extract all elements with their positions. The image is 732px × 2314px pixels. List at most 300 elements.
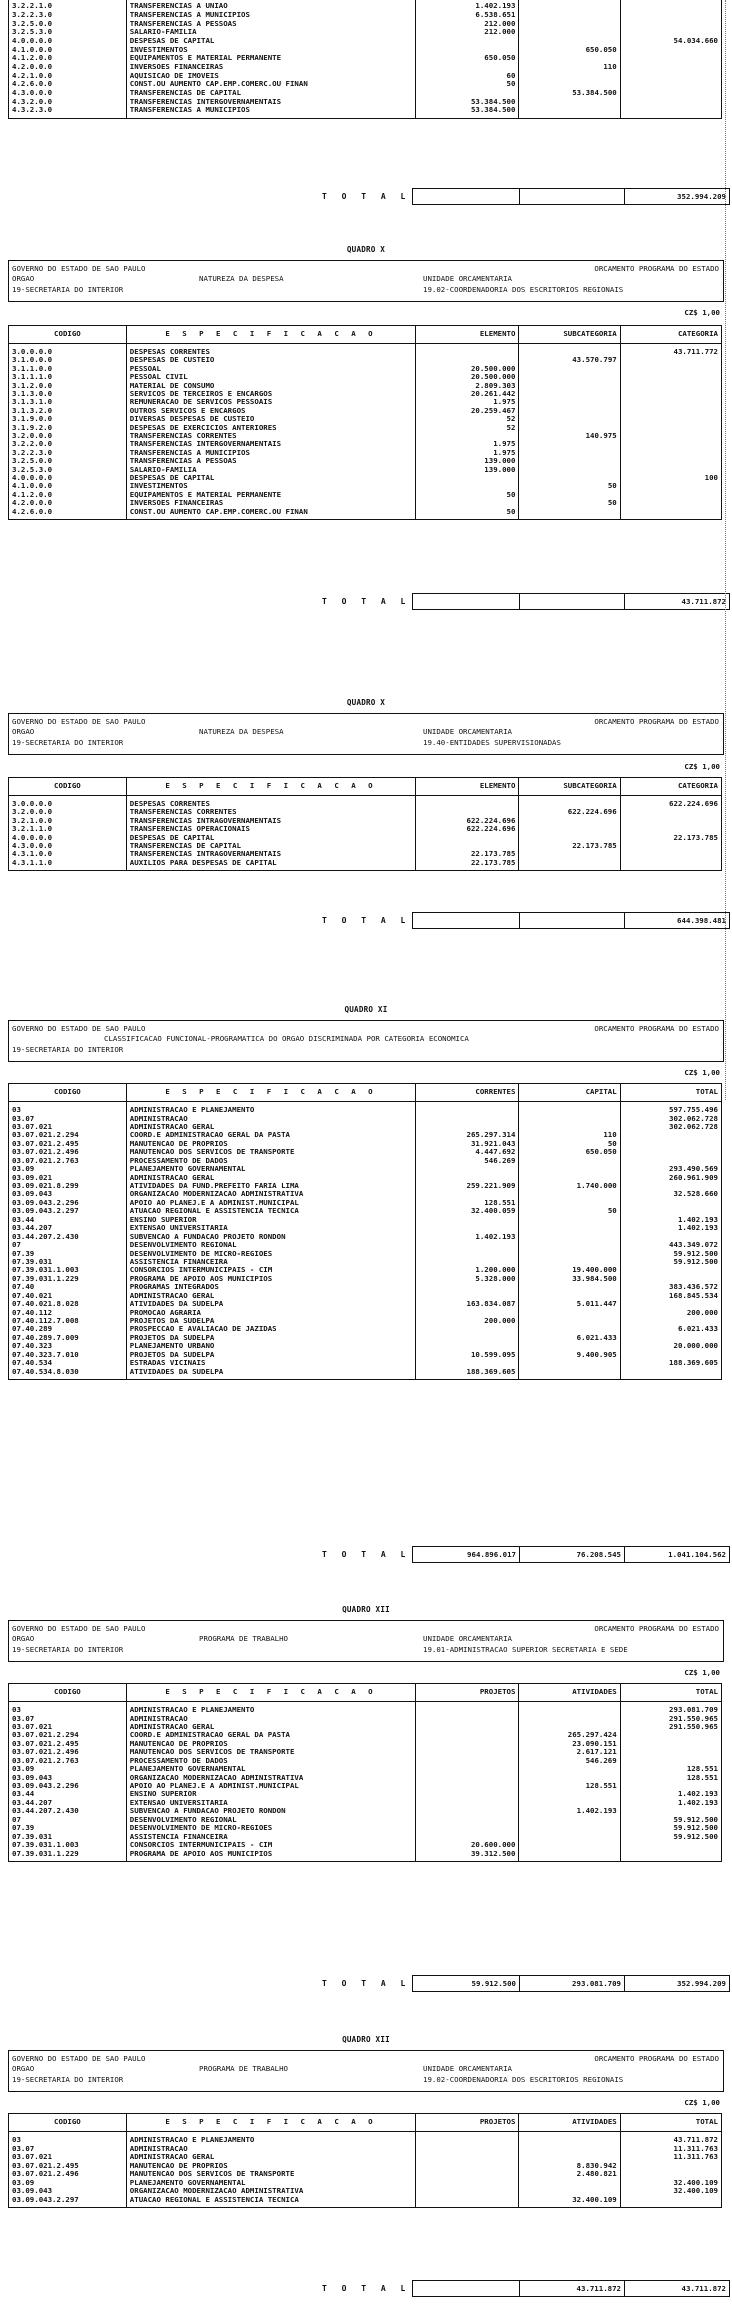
row-code: 03.44.207 (9, 1224, 127, 1232)
row-code: 03.07.021.2.496 (9, 1748, 127, 1756)
row-code: 03.07 (9, 2145, 127, 2154)
row-description: APOIO AO PLANEJ.E A ADMINIST.MUNICIPAL (126, 1782, 415, 1790)
row-code: 3.2.5.0.0 (9, 19, 127, 28)
column-header: CODIGO (9, 2114, 127, 2132)
row-value-3: 11.311.763 (620, 2153, 721, 2162)
row-value-1: 128.551 (416, 1199, 519, 1207)
row-value-2: 23.090.151 (519, 1740, 620, 1748)
row-code: 3.2.5.3.0 (9, 28, 127, 37)
row-description: SALARIO-FAMILIA (126, 28, 415, 37)
row-description: CONSORCIOS INTERMUNICIPAIS - CIM (126, 1266, 415, 1274)
table-row (9, 382, 722, 390)
row-value-1: 20.261.442 (416, 390, 519, 398)
table-row (9, 1309, 722, 1317)
row-value-2 (519, 407, 620, 415)
currency-unit: CZ$ 1,00 (684, 2098, 720, 2107)
total-table (412, 912, 730, 929)
row-code: 03.09.043 (9, 1190, 127, 1198)
row-description: APOIO AO PLANEJ.E A ADMINIST.MUNICIPAL (126, 1199, 415, 1207)
row-code: 3.2.2.3.0 (9, 11, 127, 20)
row-code: 03.09.043 (9, 2187, 127, 2196)
row-code: 03.09.043.2.297 (9, 1207, 127, 1215)
row-description: PESSOAL CIVIL (126, 373, 415, 381)
row-description: CONST.OU AUMENTO CAP.EMP.COMERC.OU FINAN (126, 80, 415, 89)
row-value-1 (416, 1731, 519, 1739)
row-value-1: 188.369.605 (416, 1368, 519, 1380)
row-value-1 (416, 2187, 519, 2196)
row-value-1 (416, 499, 519, 507)
table-row (9, 1757, 722, 1765)
row-code: 3.1.3.1.0 (9, 398, 127, 406)
row-description: INVESTIMENTOS (126, 45, 415, 54)
row-value-2 (519, 390, 620, 398)
row-description: PROGRAMA DE APOIO AOS MUNICIPIOS (126, 1275, 415, 1283)
table-row (9, 1292, 722, 1300)
row-value-3: 302.062.728 (620, 1123, 721, 1131)
row-description: ADMINISTRACAO (126, 1114, 415, 1122)
row-description: INVERSOES FINANCEIRAS (126, 63, 415, 72)
row-value-1 (416, 1748, 519, 1756)
column-header: CATEGORIA (620, 778, 721, 796)
row-code: 03.07.021.2.294 (9, 1731, 127, 1739)
table-header-row (9, 1084, 722, 1102)
row-value-2: 2.480.821 (519, 2170, 620, 2179)
table-row (9, 2196, 722, 2208)
row-code: 3.2.1.1.0 (9, 825, 127, 833)
row-value-3 (620, 432, 721, 440)
table-row (9, 1165, 722, 1173)
row-description: TRANSFERENCIAS A UNIAO (126, 0, 415, 11)
table-row (9, 1723, 722, 1731)
row-value-1 (416, 344, 519, 357)
budget-table (8, 0, 722, 119)
row-code: 3.1.0.0.0 (9, 356, 127, 364)
row-code: 3.1.9.0.0 (9, 415, 127, 423)
row-value-1 (416, 89, 519, 98)
row-description: PLANEJAMENTO GOVERNAMENTAL (126, 1765, 415, 1773)
row-code: 3.1.2.0.0 (9, 382, 127, 390)
row-code: 03.44.207.2.430 (9, 1233, 127, 1241)
row-description: ATIVIDADES DA SUDELPA (126, 1368, 415, 1380)
row-value-2 (519, 37, 620, 46)
row-code: 03.07 (9, 1714, 127, 1722)
row-value-1 (416, 1740, 519, 1748)
table-row (9, 474, 722, 482)
row-value-2: 650.050 (519, 45, 620, 54)
column-header: E S P E C I F I C A C A O (126, 1084, 415, 1102)
table-row (9, 2170, 722, 2179)
currency-unit: CZ$ 1,00 (684, 1668, 720, 1677)
row-value-1 (416, 2145, 519, 2154)
row-description: AQUISICAO DE IMOVEIS (126, 72, 415, 81)
row-value-3 (620, 1351, 721, 1359)
total-table (412, 2280, 730, 2297)
row-value-2 (519, 1342, 620, 1350)
table-header-row (9, 2114, 722, 2132)
row-value-1: 50 (416, 491, 519, 499)
row-value-3: 59.912.500 (620, 1833, 721, 1841)
table-row (9, 817, 722, 825)
budget-table (8, 777, 722, 871)
total-value-2 (520, 189, 625, 205)
table-row (9, 390, 722, 398)
row-value-3 (620, 817, 721, 825)
row-value-1 (416, 1774, 519, 1782)
row-value-1 (416, 1241, 519, 1249)
row-value-1 (416, 2179, 519, 2188)
total-row (413, 189, 730, 205)
table-header-row (9, 326, 722, 344)
table-row (9, 1740, 722, 1748)
table-row (9, 1799, 722, 1807)
row-value-2 (519, 817, 620, 825)
row-value-3 (620, 1266, 721, 1274)
total-label: T O T A L (322, 2284, 411, 2293)
row-value-2: 9.400.905 (519, 1351, 620, 1359)
row-value-3 (620, 808, 721, 816)
table-row (9, 1233, 722, 1241)
row-value-1 (416, 2170, 519, 2179)
table-row (9, 45, 722, 54)
row-value-2 (519, 474, 620, 482)
row-value-2: 33.984.500 (519, 1275, 620, 1283)
row-description: DESPESAS DE CAPITAL (126, 834, 415, 842)
table-row (9, 19, 722, 28)
column-header: TOTAL (620, 1084, 721, 1102)
table-row (9, 89, 722, 98)
table-row (9, 1841, 722, 1849)
table-row (9, 1748, 722, 1756)
row-value-1 (416, 2162, 519, 2171)
row-value-3: 383.436.572 (620, 1283, 721, 1291)
row-code: 07.40.021.8.028 (9, 1300, 127, 1308)
table-row (9, 1816, 722, 1824)
quadro-title: QUADRO X (346, 245, 386, 254)
row-value-1 (416, 1325, 519, 1333)
table-row (9, 499, 722, 507)
row-value-3 (620, 1275, 721, 1283)
table-row (9, 859, 722, 871)
row-value-3 (620, 1849, 721, 1861)
row-value-1 (416, 1102, 519, 1115)
row-code: 3.1.1.0.0 (9, 365, 127, 373)
row-value-3 (620, 80, 721, 89)
row-value-2 (519, 1841, 620, 1849)
table-row (9, 365, 722, 373)
row-description: CONSORCIOS INTERMUNICIPAIS - CIM (126, 1841, 415, 1849)
row-value-3 (620, 1334, 721, 1342)
table-row (9, 63, 722, 72)
orgao-value: 19-SECRETARIA DO INTERIOR (12, 285, 124, 294)
row-value-3: 54.034.660 (620, 37, 721, 46)
row-description: ADMINISTRACAO E PLANEJAMENTO (126, 1702, 415, 1715)
table-row (9, 1702, 722, 1715)
row-value-1 (416, 45, 519, 54)
row-value-3 (620, 1148, 721, 1156)
row-code: 3.2.5.3.0 (9, 465, 127, 473)
report-header-box (8, 2050, 724, 2092)
row-description: SUBVENCAO A FUNDACAO PROJETO RONDON (126, 1233, 415, 1241)
row-value-3: 168.845.534 (620, 1292, 721, 1300)
row-description: MANUTENCAO DE PROPRIOS (126, 2162, 415, 2171)
row-value-2 (519, 1123, 620, 1131)
row-value-3 (620, 825, 721, 833)
row-value-3 (620, 89, 721, 98)
row-description: DESPESAS DE CUSTEIO (126, 356, 415, 364)
row-description: PROJETOS DA SUDELPA (126, 1351, 415, 1359)
column-header: SUBCATEGORIA (519, 778, 620, 796)
row-value-2: 8.830.942 (519, 2162, 620, 2171)
row-value-2 (519, 491, 620, 499)
row-value-1: 2.809.303 (416, 382, 519, 390)
total-value-1 (413, 594, 520, 610)
row-value-2: 5.011.447 (519, 1300, 620, 1308)
row-value-1: 6.538.651 (416, 11, 519, 20)
row-value-2 (519, 1714, 620, 1722)
row-code: 03.07.021.2.763 (9, 1157, 127, 1165)
row-value-2 (519, 1199, 620, 1207)
row-value-2 (519, 1833, 620, 1841)
table-row (9, 11, 722, 20)
budget-program-label: ORCAMENTO PROGRAMA DO ESTADO (594, 264, 719, 273)
row-value-2: 43.570.797 (519, 356, 620, 364)
row-value-3 (620, 106, 721, 118)
row-value-2 (519, 1359, 620, 1367)
government-label: GOVERNO DO ESTADO DE SAO PAULO (12, 1624, 146, 1633)
row-code: 03.07.021.2.294 (9, 1131, 127, 1139)
row-value-1: 622.224.696 (416, 825, 519, 833)
total-value-1 (413, 189, 520, 205)
row-value-2 (519, 2145, 620, 2154)
row-value-1: 200.000 (416, 1317, 519, 1325)
row-value-2: 50 (519, 499, 620, 507)
currency-unit: CZ$ 1,00 (684, 308, 720, 317)
row-value-2 (519, 1292, 620, 1300)
unidade-value: 19.02-COORDENADORIA DOS ESCRITORIOS REGIONAIS (423, 285, 624, 294)
row-description: ADMINISTRACAO GERAL (126, 1723, 415, 1731)
row-value-3: 22.173.785 (620, 834, 721, 842)
table-row (9, 465, 722, 473)
table-row (9, 0, 722, 11)
column-header: CAPITAL (519, 1084, 620, 1102)
total-value-3: 43.711.872 (625, 2281, 730, 2297)
row-code: 4.1.0.0.0 (9, 45, 127, 54)
row-value-3: 100 (620, 474, 721, 482)
row-description: SALARIO-FAMILIA (126, 465, 415, 473)
row-description: DESPESAS DE CAPITAL (126, 37, 415, 46)
row-value-2 (519, 1765, 620, 1773)
row-value-2 (519, 1249, 620, 1257)
row-value-2 (519, 2187, 620, 2196)
total-value-3: 1.041.104.562 (625, 1547, 730, 1563)
row-code: 4.3.2.3.0 (9, 106, 127, 118)
total-label: T O T A L (322, 597, 411, 606)
row-value-3: 32.528.660 (620, 1190, 721, 1198)
row-value-3 (620, 1300, 721, 1308)
row-value-3: 597.755.496 (620, 1102, 721, 1115)
row-code: 03.07.021.2.496 (9, 1148, 127, 1156)
row-value-2 (519, 1824, 620, 1832)
row-value-1 (416, 1309, 519, 1317)
table-row (9, 2179, 722, 2188)
row-value-1 (416, 842, 519, 850)
row-value-3 (620, 1207, 721, 1215)
row-value-2 (519, 1368, 620, 1380)
row-code: 4.2.0.0.0 (9, 499, 127, 507)
row-value-2 (519, 98, 620, 107)
row-value-3 (620, 1740, 721, 1748)
row-value-1 (416, 1714, 519, 1722)
row-value-2 (519, 2179, 620, 2188)
row-value-1 (416, 63, 519, 72)
table-row (9, 1275, 722, 1283)
row-value-1: 1.975 (416, 398, 519, 406)
row-value-2 (519, 1774, 620, 1782)
row-value-1 (416, 1114, 519, 1122)
row-description: DESENVOLVIMENTO REGIONAL (126, 1241, 415, 1249)
unidade-value: 19.02-COORDENADORIA DOS ESCRITORIOS REGIONAIS (423, 2075, 624, 2084)
table-row (9, 1199, 722, 1207)
row-code: 4.2.1.0.0 (9, 72, 127, 81)
row-value-2 (519, 1157, 620, 1165)
row-value-3 (620, 1782, 721, 1790)
row-value-2 (519, 507, 620, 519)
row-value-3 (620, 390, 721, 398)
row-value-2 (519, 2132, 620, 2145)
government-label: GOVERNO DO ESTADO DE SAO PAULO (12, 2054, 146, 2063)
row-value-3: 1.402.193 (620, 1224, 721, 1232)
row-value-1 (416, 1342, 519, 1350)
row-value-3 (620, 1368, 721, 1380)
row-value-2 (519, 106, 620, 118)
row-value-1 (416, 1723, 519, 1731)
table-row (9, 1249, 722, 1257)
total-table (412, 593, 730, 610)
row-value-2 (519, 1790, 620, 1798)
row-value-1 (416, 1292, 519, 1300)
row-value-3 (620, 72, 721, 81)
table-row (9, 507, 722, 519)
row-code: 03.09.021.8.299 (9, 1182, 127, 1190)
row-description: COORD.E ADMINISTRACAO GERAL DA PASTA (126, 1731, 415, 1739)
row-code: 3.2.1.0.0 (9, 817, 127, 825)
row-value-2 (519, 1849, 620, 1861)
table-row (9, 1300, 722, 1308)
row-code: 07.39.031.1.003 (9, 1266, 127, 1274)
row-value-1: 1.975 (416, 449, 519, 457)
row-description: COORD.E ADMINISTRACAO GERAL DA PASTA (126, 1131, 415, 1139)
row-value-3 (620, 842, 721, 850)
total-table (412, 188, 730, 205)
row-value-2: 53.384.500 (519, 89, 620, 98)
government-label: GOVERNO DO ESTADO DE SAO PAULO (12, 717, 146, 726)
row-value-3 (620, 491, 721, 499)
row-value-1: 31.921.043 (416, 1140, 519, 1148)
row-value-3 (620, 440, 721, 448)
table-row (9, 1157, 722, 1165)
row-code: 3.2.2.1.0 (9, 0, 127, 11)
row-value-2 (519, 424, 620, 432)
row-code: 03 (9, 1102, 127, 1115)
row-code: 07.40.289 (9, 1325, 127, 1333)
row-value-1: 53.384.500 (416, 106, 519, 118)
table-row (9, 2162, 722, 2171)
column-header: E S P E C I F I C A C A O (126, 326, 415, 344)
row-value-3 (620, 1233, 721, 1241)
row-value-1 (416, 1359, 519, 1367)
row-code: 03.07.021 (9, 1123, 127, 1131)
row-value-2 (519, 72, 620, 81)
row-description: ASSISTENCIA FINANCEIRA (126, 1258, 415, 1266)
row-value-3: 43.711.772 (620, 344, 721, 357)
table-row (9, 432, 722, 440)
row-value-2 (519, 1258, 620, 1266)
row-value-2: 1.740.000 (519, 1182, 620, 1190)
row-description: TRANSFERENCIAS INTRAGOVERNAMENTAIS (126, 817, 415, 825)
row-description: AUXILIOS PARA DESPESAS DE CAPITAL (126, 859, 415, 871)
row-value-3 (620, 1731, 721, 1739)
table-row (9, 398, 722, 406)
table-row (9, 1140, 722, 1148)
row-value-1 (416, 37, 519, 46)
column-header: CODIGO (9, 1084, 127, 1102)
row-value-1 (416, 432, 519, 440)
quadro-title: QUADRO XI (344, 1005, 388, 1014)
row-value-1 (416, 482, 519, 490)
table-row (9, 440, 722, 448)
orgao-value: 19-SECRETARIA DO INTERIOR (12, 2075, 124, 2084)
table-row (9, 808, 722, 816)
row-value-2 (519, 1702, 620, 1715)
table-row (9, 28, 722, 37)
row-value-3 (620, 1748, 721, 1756)
table-row (9, 72, 722, 81)
row-value-2 (519, 2153, 620, 2162)
row-description: TRANSFERENCIAS DE CAPITAL (126, 842, 415, 850)
row-code: 3.1.3.0.0 (9, 390, 127, 398)
row-description: MANUTENCAO DOS SERVICOS DE TRANSPORTE (126, 2170, 415, 2179)
row-code: 03.07 (9, 1114, 127, 1122)
row-value-3 (620, 356, 721, 364)
row-value-2 (519, 0, 620, 11)
page-edge-line (725, 0, 726, 1100)
row-value-2 (519, 449, 620, 457)
table-row (9, 2132, 722, 2145)
row-value-1 (416, 1258, 519, 1266)
row-value-3 (620, 415, 721, 423)
report-header-box (8, 713, 724, 755)
row-value-2 (519, 28, 620, 37)
row-value-3 (620, 407, 721, 415)
row-description: PROGRAMAS INTEGRADOS (126, 1283, 415, 1291)
row-value-3: 293.081.709 (620, 1702, 721, 1715)
column-header: CODIGO (9, 326, 127, 344)
row-value-2 (519, 1102, 620, 1115)
row-value-3 (620, 1157, 721, 1165)
row-value-3: 6.021.433 (620, 1325, 721, 1333)
row-code: 07.40.112.7.008 (9, 1317, 127, 1325)
row-code: 03.07.021.2.495 (9, 1140, 127, 1148)
row-value-2 (519, 1317, 620, 1325)
row-code: 03.09.043.2.296 (9, 1782, 127, 1790)
table-row (9, 356, 722, 364)
row-code: 07.39.031.1.003 (9, 1841, 127, 1849)
row-value-2: 50 (519, 482, 620, 490)
row-description: ATUACAO REGIONAL E ASSISTENCIA TECNICA (126, 2196, 415, 2208)
row-description: MANUTENCAO DOS SERVICOS DE TRANSPORTE (126, 1148, 415, 1156)
row-value-2 (519, 415, 620, 423)
row-value-3: 32.400.109 (620, 2179, 721, 2188)
